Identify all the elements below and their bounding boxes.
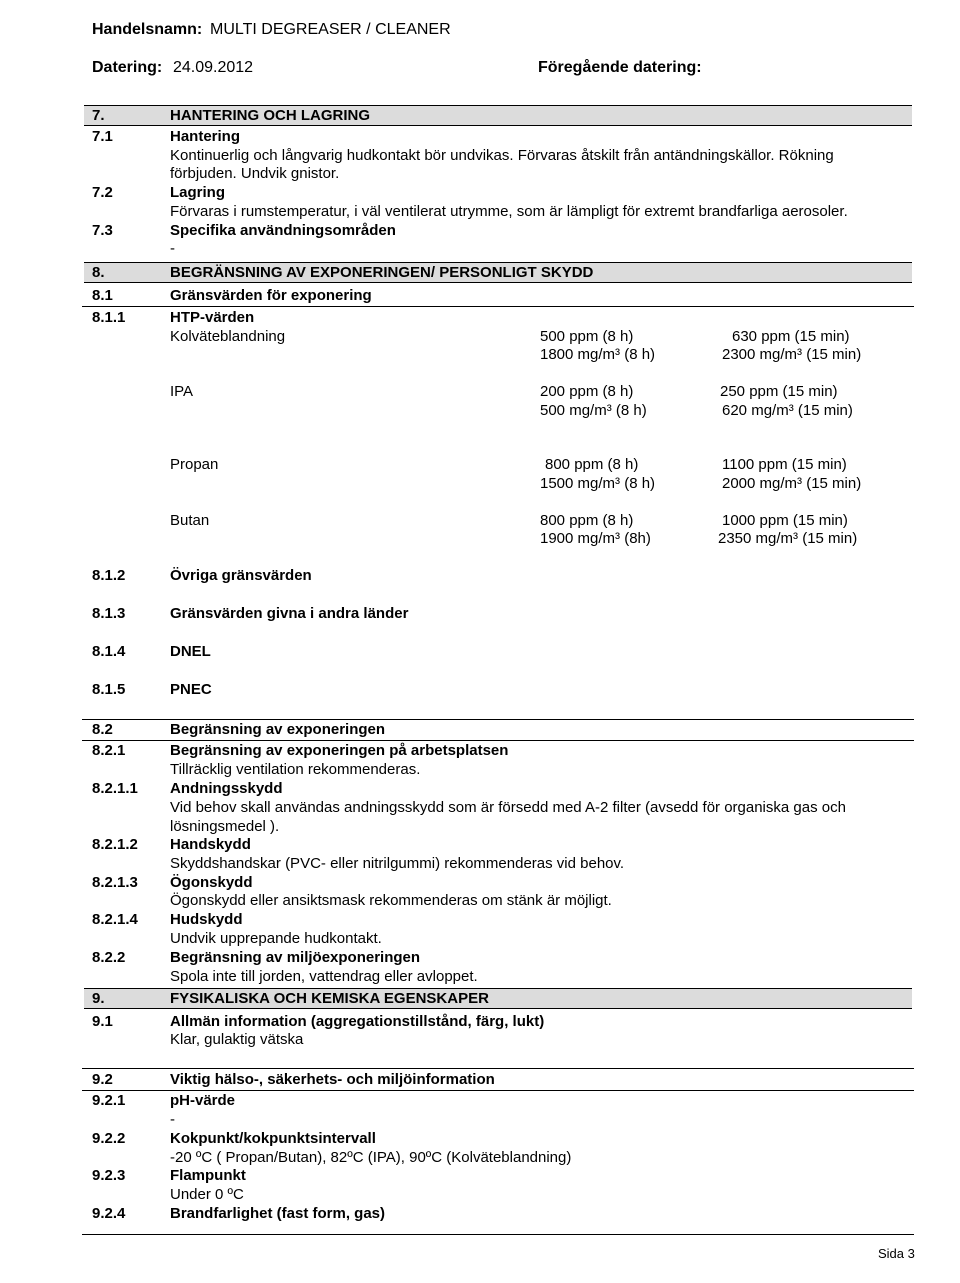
section-7-3-number: 7.3 (92, 222, 113, 239)
section-8-2-1-number: 8.2.1 (92, 742, 126, 759)
section-8-2-1-3-text: Ögonskydd eller ansiktsmask rekommenderas om stänk är möjligt. (170, 892, 612, 909)
section-8-1-2-number: 8.1.2 (92, 567, 126, 584)
section-8-2-1-3-title: Ögonskydd (170, 874, 253, 891)
section-7-2-title: Lagring (170, 184, 225, 201)
section-7-3-title: Specifika användningsområden (170, 222, 396, 239)
date-value: 24.09.2012 (173, 59, 254, 76)
section-9-header (84, 988, 912, 1009)
section-8-1-4-title: DNEL (170, 643, 211, 660)
section-8-header (84, 262, 912, 283)
section-8-2-2-title: Begränsning av miljöexponeringen (170, 949, 421, 966)
section-7-3-text: - (170, 240, 175, 257)
divider (82, 306, 914, 307)
section-8-2-1-2-text: Skyddshandskar (PVC- eller nitrilgummi) rekommenderas vid behov. (170, 855, 625, 872)
divider (82, 740, 914, 741)
section-8-2-1-1-title: Andningsskydd (170, 780, 283, 797)
section-8-1-5-title: PNEC (170, 681, 212, 698)
section-8-1-1-number: 8.1.1 (92, 309, 126, 326)
section-8-2-1-text: Tillräcklig ventilation rekommenderas. (170, 761, 421, 778)
section-number: 9. (92, 990, 105, 1007)
section-number: 8. (92, 264, 105, 281)
section-8-2-1-4-number: 8.2.1.4 (92, 911, 138, 928)
section-8-2-1-4-text: Undvik upprepande hudkontakt. (170, 930, 382, 947)
section-9-2-4-title: Brandfarlighet (fast form, gas) (170, 1205, 386, 1222)
htp-ppm-15min: 1100 ppm (15 min) (722, 456, 847, 473)
htp-ppm-15min: 1000 ppm (15 min) (722, 512, 848, 529)
section-8-1-5-number: 8.1.5 (92, 681, 126, 698)
section-8-2-1-2-title: Handskydd (170, 836, 251, 853)
section-8-1-4-number: 8.1.4 (92, 643, 126, 660)
htp-mg-15min: 2350 mg/m³ (15 min) (718, 530, 858, 547)
section-title: FYSIKALISKA OCH KEMISKA EGENSKAPER (170, 990, 489, 1007)
htp-mg-15min: 2000 mg/m³ (15 min) (722, 475, 862, 492)
divider (82, 719, 914, 720)
htp-ppm-15min: 250 ppm (15 min) (720, 383, 838, 400)
section-9-2-1-title: pH-värde (170, 1092, 236, 1109)
section-9-2-2-text: -20 ºC ( Propan/Butan), 82ºC (IPA), 90ºC (Kolväteblandning) (170, 1149, 572, 1166)
section-8-1-3-title: Gränsvärden givna i andra länder (170, 605, 409, 622)
htp-ppm-8h: 200 ppm (8 h) (540, 383, 634, 400)
htp-substance: Kolväteblandning (170, 328, 286, 345)
divider (82, 1068, 914, 1069)
section-9-2-1-number: 9.2.1 (92, 1092, 126, 1109)
section-9-2-3-number: 9.2.3 (92, 1167, 126, 1184)
htp-substance: Butan (170, 512, 210, 529)
section-9-1-text: Klar, gulaktig vätska (170, 1031, 304, 1048)
htp-mg-8h: 1500 mg/m³ (8 h) (540, 475, 656, 492)
divider (82, 1090, 914, 1091)
section-8-2-1-4-title: Hudskydd (170, 911, 243, 928)
section-7-2-number: 7.2 (92, 184, 113, 201)
section-8-1-3-number: 8.1.3 (92, 605, 126, 622)
tradename-value: MULTI DEGREASER / CLEANER (210, 21, 451, 38)
section-8-2-1-3-number: 8.2.1.3 (92, 874, 138, 891)
section-9-1-number: 9.1 (92, 1013, 113, 1030)
section-8-2-1-2-number: 8.2.1.2 (92, 836, 138, 853)
section-8-2-1-title: Begränsning av exponeringen på arbetsplatsen (170, 742, 509, 759)
section-9-1-title: Allmän information (aggregationstillstånd, färg, lukt) (170, 1013, 545, 1030)
section-7-1-text-cont: förbjuden. Undvik gnistor. (170, 165, 340, 182)
section-8-2-2-text: Spola inte till jorden, vattendrag eller avloppet. (170, 968, 478, 985)
section-9-2-4-number: 9.2.4 (92, 1205, 126, 1222)
date-label: Datering: (92, 59, 163, 76)
section-9-2-2-number: 9.2.2 (92, 1130, 126, 1147)
section-8-2-2-number: 8.2.2 (92, 949, 126, 966)
section-8-2-1-1-number: 8.2.1.1 (92, 780, 138, 797)
htp-mg-15min: 620 mg/m³ (15 min) (722, 402, 853, 419)
tradename-label: Handelsnamn: (92, 21, 203, 38)
section-8-1-number: 8.1 (92, 287, 113, 304)
section-8-1-title: Gränsvärden för exponering (170, 287, 372, 304)
section-8-2-number: 8.2 (92, 721, 113, 738)
section-9-2-title: Viktig hälso-, säkerhets- och miljöinformation (170, 1071, 495, 1088)
section-8-2-title: Begränsning av exponeringen (170, 721, 386, 738)
section-9-2-2-title: Kokpunkt/kokpunktsintervall (170, 1130, 376, 1147)
htp-mg-8h: 1900 mg/m³ (8h) (540, 530, 651, 547)
section-9-2-3-text: Under 0 ºC (170, 1186, 244, 1203)
section-title: HANTERING OCH LAGRING (170, 107, 370, 124)
section-9-2-1-text: - (170, 1111, 175, 1128)
htp-mg-8h: 500 mg/m³ (8 h) (540, 402, 647, 419)
section-8-2-1-1-text-cont: lösningsmedel ). (170, 818, 280, 835)
htp-mg-8h: 1800 mg/m³ (8 h) (540, 346, 656, 363)
previous-date-label: Föregående datering: (538, 59, 702, 76)
page-number: Sida 3 (878, 1246, 915, 1261)
htp-ppm-8h: 800 ppm (8 h) (545, 456, 639, 473)
section-7-1-number: 7.1 (92, 128, 113, 145)
section-7-1-text: Kontinuerlig och långvarig hudkontakt bör undvikas. Förvaras åtskilt från antändningskällor. Rökning (170, 147, 834, 164)
section-number: 7. (92, 107, 105, 124)
section-title: BEGRÄNSNING AV EXPONERINGEN/ PERSONLIGT SKYDD (170, 264, 594, 281)
section-7-1-title: Hantering (170, 128, 241, 145)
htp-ppm-15min: 630 ppm (15 min) (732, 328, 850, 345)
section-8-2-1-1-text: Vid behov skall användas andningsskydd som är försedd med A-2 filter (avsedd för organiska gas och (170, 799, 846, 816)
htp-substance: IPA (170, 383, 194, 400)
footer-divider (82, 1234, 914, 1235)
htp-ppm-8h: 500 ppm (8 h) (540, 328, 634, 345)
section-7-2-text: Förvaras i rumstemperatur, i väl ventilerat utrymme, som är lämpligt för extremt brandfarliga aerosoler. (170, 203, 848, 220)
section-8-1-2-title: Övriga gränsvärden (170, 567, 312, 584)
section-9-2-3-title: Flampunkt (170, 1167, 246, 1184)
htp-ppm-8h: 800 ppm (8 h) (540, 512, 634, 529)
htp-substance: Propan (170, 456, 219, 473)
section-8-1-1-title: HTP-värden (170, 309, 255, 326)
htp-mg-15min: 2300 mg/m³ (15 min) (722, 346, 862, 363)
section-9-2-number: 9.2 (92, 1071, 113, 1088)
section-7-header (84, 105, 912, 126)
